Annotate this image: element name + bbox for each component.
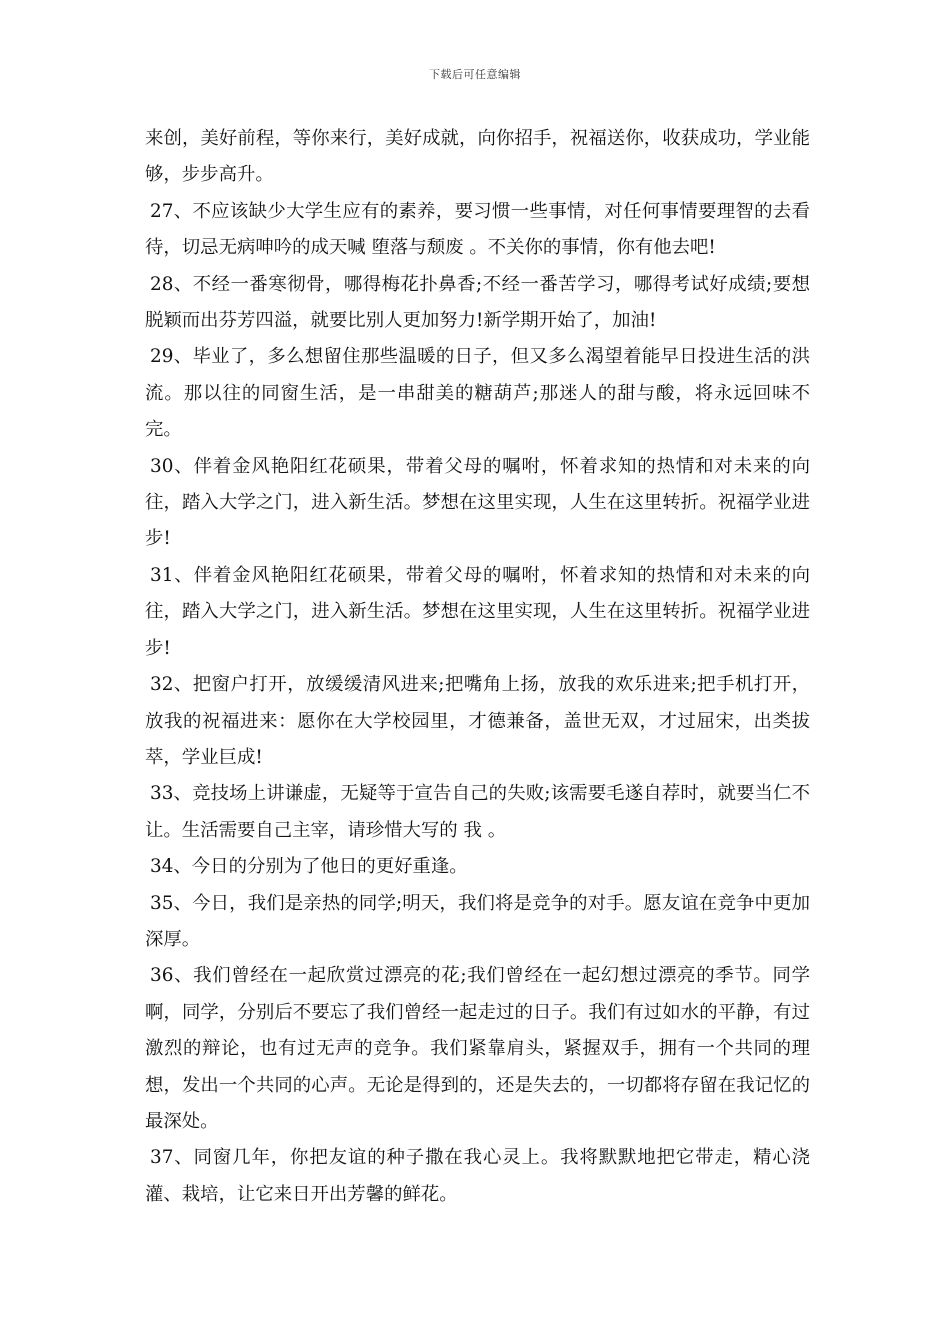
page-header: 下载后可任意编辑 bbox=[429, 68, 521, 81]
paragraph-34: 34、今日的分别为了他日的更好重逢。 bbox=[150, 856, 468, 878]
paragraph-35: 35、今日，我们是亲热的同学;明天，我们将是竞争的对手。愿友谊在竞争中更加深厚。 bbox=[145, 892, 810, 950]
paragraph-37: 37、同窗几年，你把友谊的种子撒在我心灵上。我将默默地把它带走，精心浇灌、栽培，让它来日开出芳馨的鲜花。 bbox=[145, 1147, 810, 1205]
paragraph-31: 31、伴着金风艳阳红花硕果，带着父母的嘱咐，怀着求知的热情和对未来的向往，踏入大学之门，进入新生活。梦想在这里实现，人生在这里转折。祝福学业进步! bbox=[145, 564, 810, 659]
paragraph-32: 32、把窗户打开，放缓缓清风进来;把嘴角上扬，放我的欢乐进来;把手机打开，放我的祝福进来：愿你在大学校园里，才德兼备，盖世无双，才过屈宋，出类拔萃，学业巨成! bbox=[145, 674, 810, 768]
paragraph-30: 30、伴着金风艳阳红花硕果，带着父母的嘱咐，怀着求知的热情和对未来的向往，踏入大学之门，进入新生活。梦想在这里实现，人生在这里转折。祝福学业进步! bbox=[145, 455, 810, 550]
paragraph-continuation: 来创，美好前程，等你来行，美好成就，向你招手，祝福送你，收获成功，学业能够，步步高升。 bbox=[145, 128, 810, 186]
paragraph-33: 33、竞技场上讲谦虚，无疑等于宣告自己的失败;该需要毛遂自荐时，就要当仁不让。生活需要自己主宰，请珍惜大写的 我 。 bbox=[145, 783, 810, 841]
paragraph-27: 27、不应该缺少大学生应有的素养，要习惯一些事情，对任何事情要理智的去看待，切忌无病呻吟的成天喊 堕落与颓废 。不关你的事情，你有他去吧! bbox=[145, 200, 810, 259]
paragraph-36: 36、我们曾经在一起欣赏过漂亮的花;我们曾经在一起幻想过漂亮的季节。同学啊，同学，分别后不要忘了我们曾经一起走过的日子。我们有过如水的平静，有过激烈的辩论，也有过无声的竞争。我们紧靠肩头，紧握双手，拥有一个共同的理想，发出一个共同的心声。无论是得到的，还是失去的，一切都将存留在我记忆的最深处。 bbox=[145, 965, 810, 1132]
paragraph-28: 28、不经一番寒彻骨，哪得梅花扑鼻香;不经一番苦学习，哪得考试好成绩;要想脱颖而出芬芳四溢，就要比别人更加努力!新学期开始了，加油! bbox=[145, 273, 810, 332]
paragraph-29: 29、毕业了，多么想留住那些温暖的日子，但又多么渴望着能早日投进生活的洪流。那以往的同窗生活，是一串甜美的糖葫芦;那迷人的甜与酸，将永远回味不完。 bbox=[145, 346, 810, 441]
document-body bbox=[145, 121, 810, 1213]
